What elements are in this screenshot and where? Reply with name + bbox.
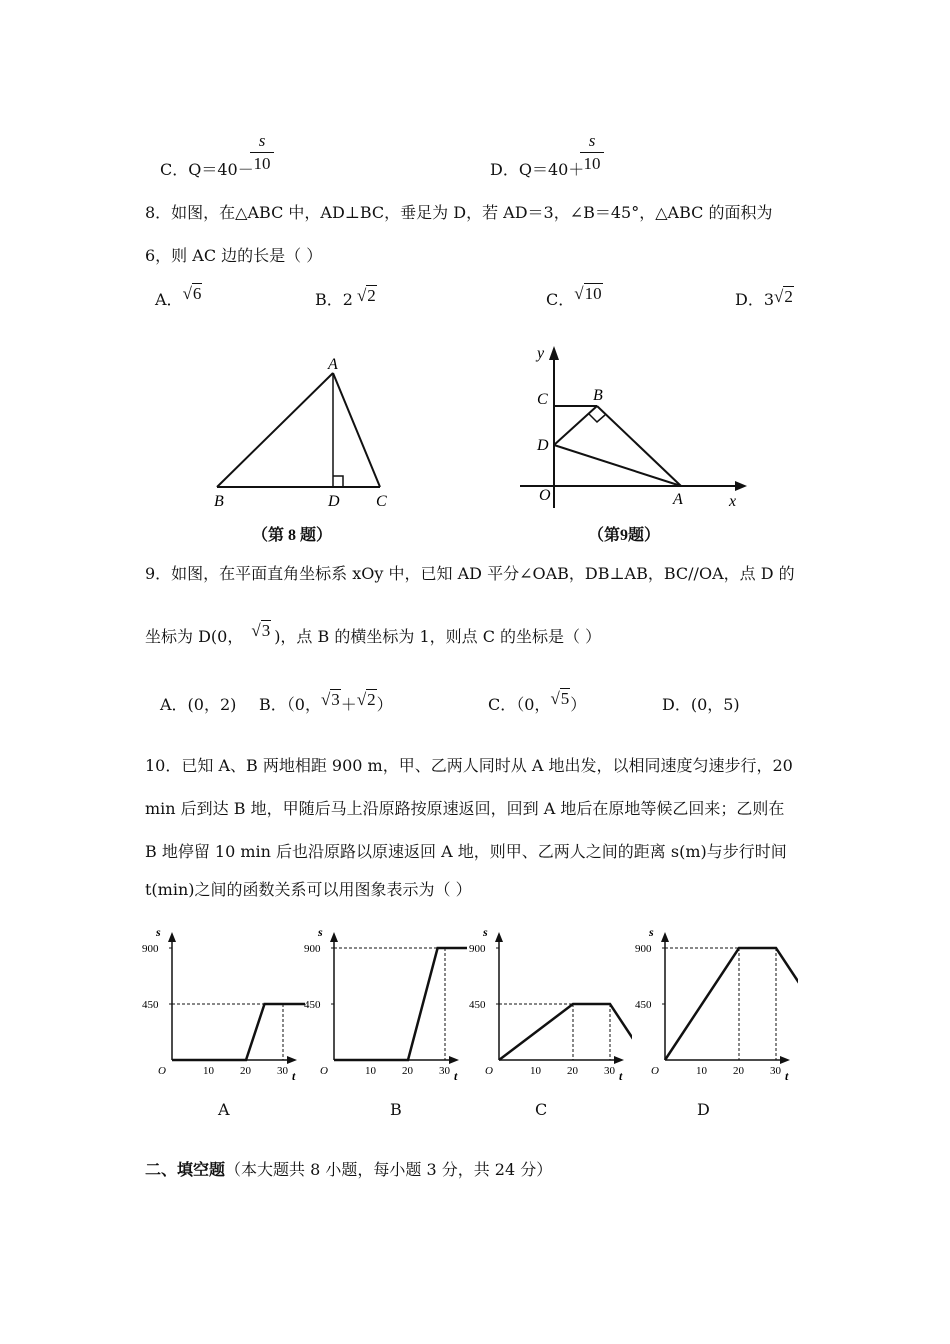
y-tick-900: 900 [635, 943, 652, 955]
q9-option-c: C．（0，√5） [488, 689, 587, 714]
q8-option-c: C．√10 [546, 284, 602, 309]
q10-text-line1: 10．已知 A、B 两地相距 900 m，甲、乙两人同时从 A 地出发，以相同速度匀速步行，20 [145, 756, 793, 775]
q10-graphs [140, 918, 800, 1128]
s-axis-label: s [649, 925, 654, 939]
origin-label: O [485, 1065, 493, 1077]
y-tick-900: 900 [304, 943, 321, 955]
y-tick-900: 900 [469, 943, 486, 955]
x-tick-10: 10 [203, 1065, 214, 1077]
y-tick-900: 900 [142, 943, 159, 955]
q10-graph-c-label: C [535, 1100, 548, 1119]
t-axis-arrow [780, 1056, 790, 1064]
origin-label: O [158, 1065, 166, 1077]
distance-curve [172, 1004, 305, 1060]
t-axis-label: t [785, 1069, 789, 1083]
t-axis-label: t [292, 1069, 296, 1083]
q8-text-line1: 8．如图，在△ABC 中，AD⊥BC，垂足为 D，若 AD＝3，∠B＝45°，△ABC 的面积为 [145, 203, 773, 222]
y-tick-450: 450 [635, 999, 652, 1011]
q9-option-b: B．（0，√3＋√2） [259, 690, 393, 714]
x-tick-10: 10 [365, 1065, 376, 1077]
x-tick-10: 10 [696, 1065, 707, 1077]
y-tick-450: 450 [469, 999, 486, 1011]
x-tick-30: 30 [770, 1065, 781, 1077]
fig9-label-o: O [539, 487, 551, 504]
q8-option-b: B．2 √2 [315, 286, 376, 309]
section-2-heading: 二、填空题（本大题共 8 小题，每小题 3 分，共 24 分） [145, 1160, 553, 1179]
q10-graph-d [633, 918, 798, 1088]
x-tick-10: 10 [530, 1065, 541, 1077]
x-tick-30: 30 [604, 1065, 615, 1077]
q9-option-d: D．(0，5) [662, 695, 740, 714]
y-tick-450: 450 [142, 999, 159, 1011]
figure-8-caption: （第 8 题） [252, 527, 333, 544]
fig9-label-c: C [537, 391, 548, 408]
q9-text-line2: 坐标为 D(0， √3 )，点 B 的横坐标为 1，则点 C 的坐标是（ ） [145, 621, 602, 646]
q7-option-c-fraction: s 10 [250, 131, 274, 174]
fig9-label-x: x [729, 493, 737, 510]
q7-option-d: D．Q＝40＋ [490, 160, 585, 179]
x-tick-20: 20 [567, 1065, 578, 1077]
figure-9-coordinate [515, 338, 755, 518]
fig9-label-y: y [537, 345, 545, 362]
t-axis-arrow [614, 1056, 624, 1064]
s-axis-arrow [495, 932, 503, 942]
s-axis-arrow [168, 932, 176, 942]
t-axis-label: t [619, 1069, 623, 1083]
figure-9-caption: （第9题） [588, 527, 661, 544]
q8-option-a: A．√6 [155, 284, 202, 309]
origin-label: O [651, 1065, 659, 1077]
fig9-label-a: A [673, 491, 683, 508]
distance-curve [334, 948, 467, 1060]
figure-8-triangle [200, 350, 410, 515]
fig8-label-c: C [376, 493, 387, 510]
q10-graph-b [302, 918, 467, 1088]
q10-text-line3: B 地停留 10 min 后也沿原路以原速返回 A 地，则甲、乙两人之间的距离 s(m)与步行时间 [145, 842, 787, 861]
q8-option-d: D．3√2 [735, 287, 793, 309]
x-tick-20: 20 [240, 1065, 251, 1077]
q10-text-line4: t(min)之间的函数关系可以用图象表示为（ ） [145, 880, 472, 899]
x-tick-20: 20 [733, 1065, 744, 1077]
y-tick-450: 450 [304, 999, 321, 1011]
q10-graph-d-label: D [697, 1100, 710, 1119]
q7-option-d-fraction: s 10 [580, 131, 604, 174]
q10-graph-a [140, 918, 305, 1088]
q10-graph-b-label: B [390, 1100, 402, 1119]
q7-option-c: C．Q＝40－ [160, 160, 254, 179]
origin-label: O [320, 1065, 328, 1077]
t-axis-arrow [287, 1056, 297, 1064]
t-axis-arrow [449, 1056, 459, 1064]
fig8-label-a: A [328, 356, 338, 373]
q10-graph-c [467, 918, 632, 1088]
q9-option-a: A．(0，2) [160, 695, 237, 714]
s-axis-arrow [661, 932, 669, 942]
q10-graph-a-label: A [218, 1100, 230, 1119]
t-axis-label: t [454, 1069, 458, 1083]
x-tick-30: 30 [277, 1065, 288, 1077]
s-axis-arrow [330, 932, 338, 942]
x-tick-20: 20 [402, 1065, 413, 1077]
distance-curve [499, 1004, 632, 1060]
distance-curve [665, 948, 798, 1060]
s-axis-label: s [483, 925, 488, 939]
fig8-label-b: B [214, 493, 224, 510]
s-axis-label: s [318, 925, 323, 939]
fig9-label-d: D [537, 437, 549, 454]
q8-text-line2: 6，则 AC 边的长是（ ） [145, 246, 323, 265]
s-axis-label: s [156, 925, 161, 939]
q10-text-line2: min 后到达 B 地，甲随后马上沿原路按原速返回，回到 A 地后在原地等候乙回来；乙则在 [145, 799, 785, 818]
fig9-label-b: B [593, 387, 603, 404]
x-tick-30: 30 [439, 1065, 450, 1077]
q9-text-line1: 9．如图，在平面直角坐标系 xOy 中，已知 AD 平分∠OAB，DB⊥AB，BC//OA，点 D 的 [145, 564, 795, 583]
fig8-label-d: D [328, 493, 340, 510]
